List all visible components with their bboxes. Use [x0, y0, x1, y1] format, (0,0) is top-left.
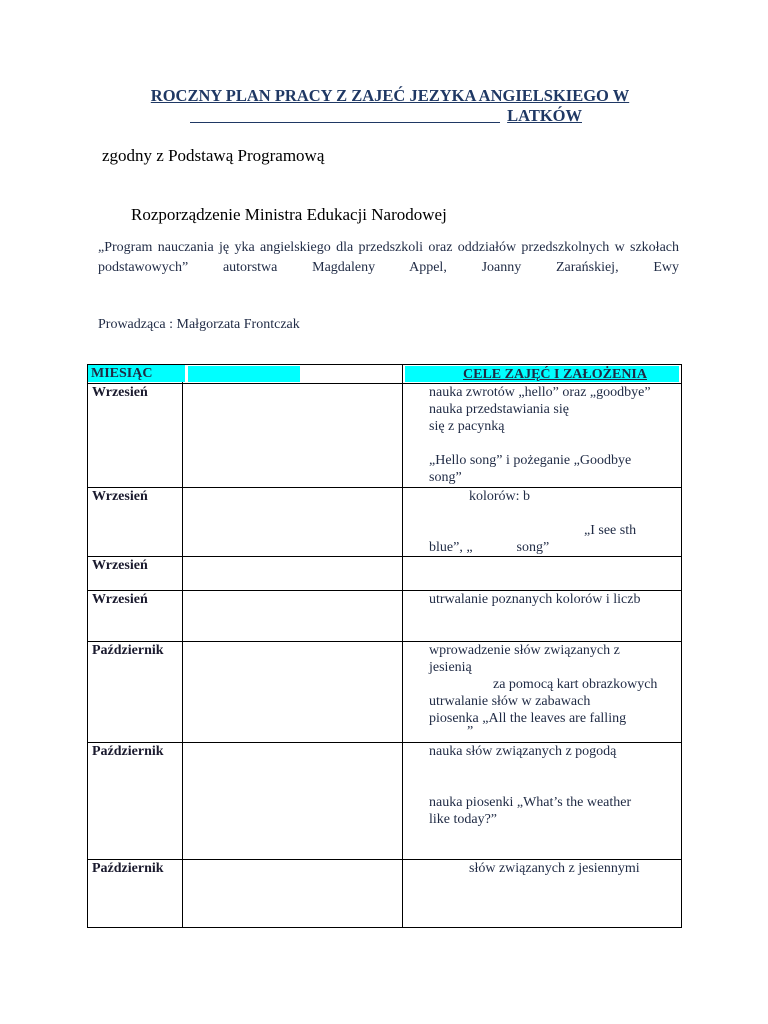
goal-line: [429, 539, 677, 556]
goal-line: like today?”: [429, 812, 498, 827]
goal-line: piosenka „All the leaves are falling: [429, 711, 627, 726]
month-cell: Październik: [88, 743, 183, 860]
table-row: [88, 743, 682, 860]
topic-cell: [183, 860, 403, 928]
goals-cell: [403, 591, 682, 642]
goals-cell: [403, 642, 682, 743]
goal-line: nauka słów związanych z pogodą: [429, 744, 617, 759]
header-goals: CELE ZAJĘĆ I ZAŁOŻENIA: [405, 366, 679, 382]
goals-cell: [403, 488, 682, 557]
decree-text: Rozporządzenie Ministra Edukacji Narodowej: [131, 205, 447, 224]
goal-line: nauka zwrotów „hello” oraz „goodbye”: [429, 385, 651, 400]
title-line-1: ROCZNY PLAN PRACY Z ZAJEĆ JEZYKA ANGIELSKIEGO W: [150, 86, 630, 105]
goals-cell: [403, 860, 682, 928]
subtitle: zgodny z Podstawą Programową: [102, 146, 325, 165]
goal-line: kolorów: b: [469, 489, 531, 504]
topic-cell: [183, 642, 403, 743]
header-month-cell: [88, 365, 183, 384]
title-line-2: LATKÓW: [507, 106, 582, 125]
header-month: MIESIĄC: [88, 365, 185, 382]
header-goals-cell: [403, 365, 682, 384]
month-cell: Wrzesień: [88, 488, 183, 557]
topic-cell: [183, 557, 403, 591]
table-row: [88, 488, 682, 557]
goal-line: wprowadzenie słów związanych z: [429, 643, 620, 658]
goal-line: słów związanych z jesiennymi: [469, 861, 640, 876]
teacher-name: Prowadząca : Małgorzata Frontczak: [98, 317, 300, 332]
month-cell: Wrzesień: [88, 557, 183, 591]
month-cell: Wrzesień: [88, 591, 183, 642]
topic-cell: [183, 591, 403, 642]
title-underline-rule: [190, 122, 500, 123]
table-row: [88, 860, 682, 928]
plan-table: [87, 364, 682, 928]
header-empty-cell: [183, 365, 403, 384]
table-row: [88, 557, 682, 591]
goal-line: się z pacynką: [429, 419, 505, 434]
topic-cell: [183, 384, 403, 488]
goal-line: nauka przedstawiania się: [429, 402, 569, 417]
goal-line: song”: [429, 470, 462, 485]
topic-cell: [183, 488, 403, 557]
goals-cell: [403, 557, 682, 591]
goal-line: „Hello song” i pożeganie „Goodbye: [429, 453, 632, 468]
goal-fragment: song”: [516, 540, 550, 555]
month-cell: Wrzesień: [88, 384, 183, 488]
month-cell: Październik: [88, 860, 183, 928]
header-highlight: [188, 366, 300, 382]
table-row: [88, 642, 682, 743]
goal-line: jesienią: [429, 660, 472, 675]
goals-cell: [403, 743, 682, 860]
goal-line: utrwalanie słów w zabawach: [429, 694, 591, 709]
month-cell: Październik: [88, 642, 183, 743]
table-row: [88, 384, 682, 488]
goal-line: „I see sth: [584, 523, 637, 538]
goal-line: nauka piosenki „What’s the weather: [429, 795, 632, 810]
topic-cell: [183, 743, 403, 860]
goals-cell: [403, 384, 682, 488]
goal-line: ”: [467, 724, 474, 739]
goal-line: utrwalanie poznanych kolorów i liczb: [429, 592, 641, 607]
table-header-row: [88, 365, 682, 384]
program-description: „Program nauczania ję yka angielskiego dla przedszkoli oraz oddziałów przedszkolnych w szkołach podstawowych” autorstwa Magdaleny Appel, Joanny Zarańskiej, Ewy: [98, 240, 679, 275]
document-title: [110, 86, 670, 126]
goal-line: za pomocą kart obrazkowych: [493, 677, 658, 692]
table-row: [88, 591, 682, 642]
goal-fragment: blue”, „: [429, 540, 473, 555]
title-line-2-container: [110, 106, 670, 126]
